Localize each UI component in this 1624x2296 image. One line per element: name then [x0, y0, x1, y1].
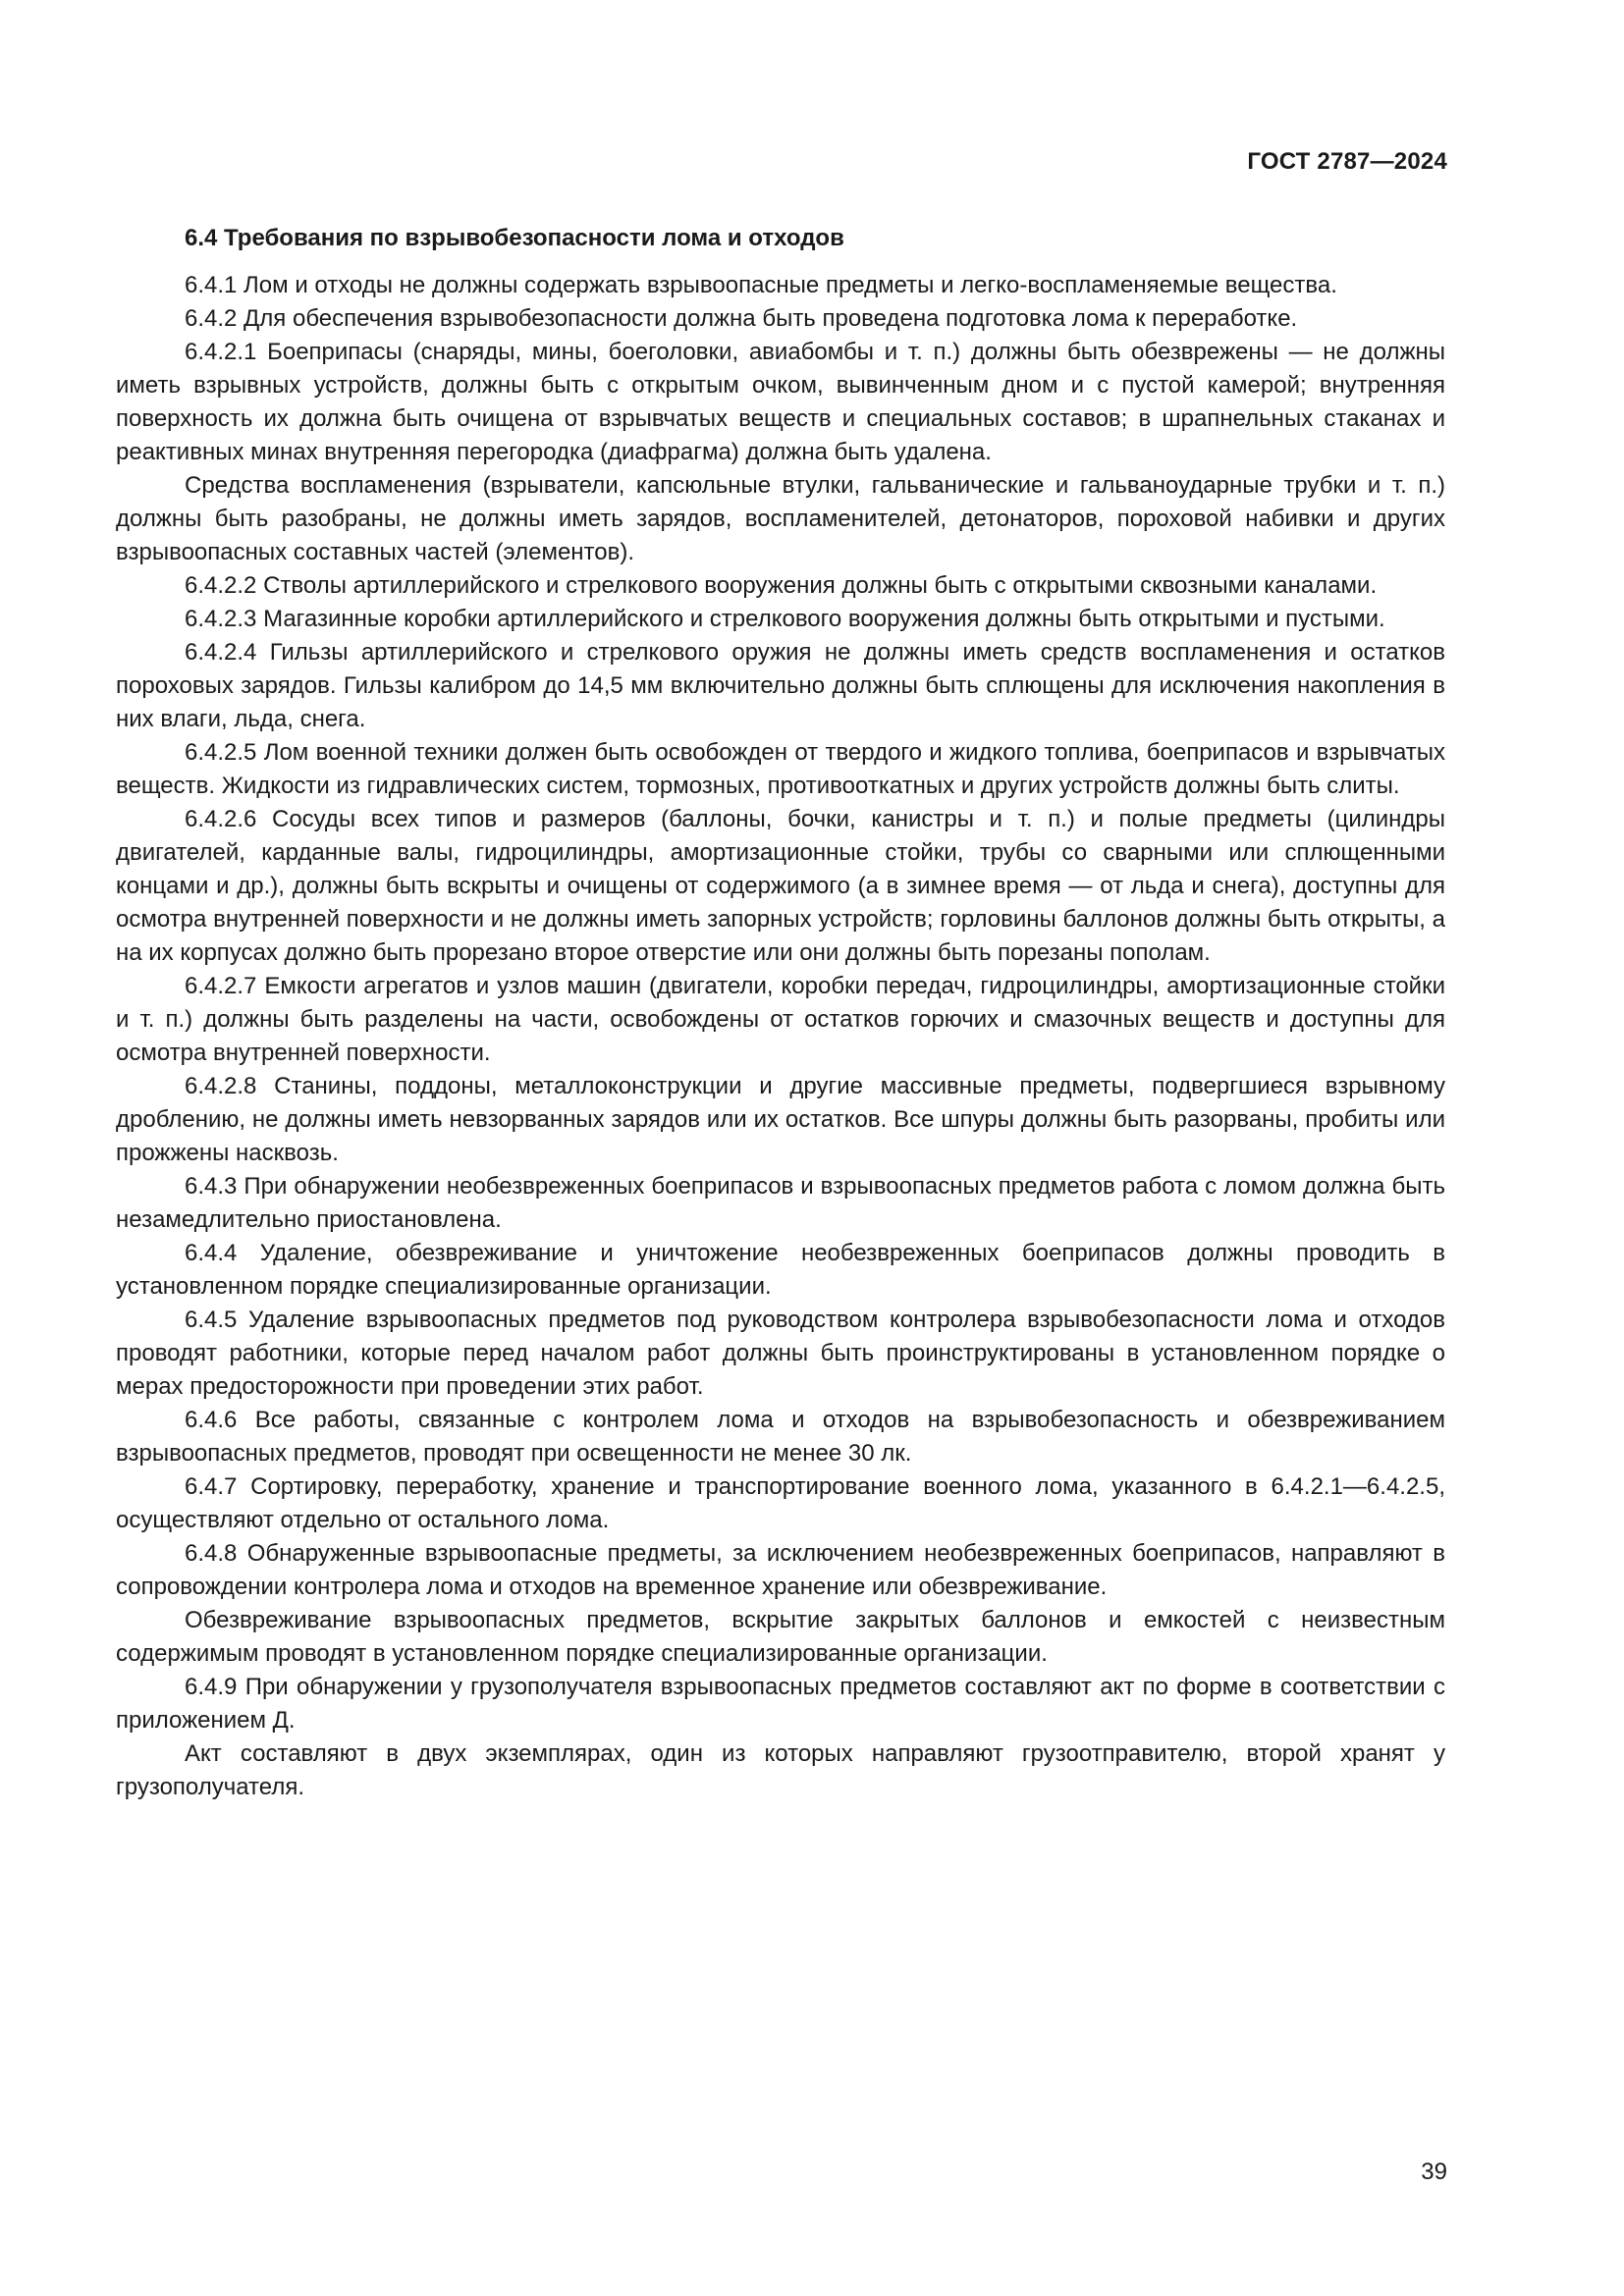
- paragraph-6-4-4: 6.4.4 Удаление, обезвреживание и уничтожение необезвреженных боеприпасов должны проводить в установленном порядке специализированные организации.: [116, 1240, 1445, 1300]
- paragraph-6-4-2-2: 6.4.2.2 Стволы артиллерийского и стрелкового вооружения должны быть с открытыми сквозными каналами.: [185, 572, 1378, 599]
- document-code: ГОСТ 2787—2024: [1247, 148, 1447, 175]
- paragraph-6-4-3: 6.4.3 При обнаружении необезвреженных боеприпасов и взрывоопасных предметов работа с ломом должна быть незамедлительно приостановлена.: [116, 1173, 1445, 1233]
- paragraph-6-4-8: 6.4.8 Обнаруженные взрывоопасные предметы, за исключением необезвреженных боеприпасов, направляют в сопровождении контролера лома и отходов на временное хранение или обезвреживание.: [116, 1540, 1445, 1600]
- paragraph-ignition-means: Средства воспламенения (взрыватели, капсюльные втулки, гальванические и гальваноударные трубки и т. п.) должны быть разобраны, не должны иметь зарядов, воспламенителей, детонаторов, пороховой набивки и других взрывоопасных составных частей (элементов).: [116, 472, 1445, 565]
- paragraph-6-4-2-5: 6.4.2.5 Лом военной техники должен быть освобожден от твердого и жидкого топлива, боеприпасов и взрывчатых веществ. Жидкости из гидравлических систем, тормозных, противооткатных и других устройств должны быть слиты.: [116, 739, 1445, 799]
- paragraph-6-4-7: 6.4.7 Сортировку, переработку, хранение и транспортирование военного лома, указанного в 6.4.2.1—6.4.2.5, осуществляют отдельно от остального лома.: [116, 1473, 1445, 1533]
- paragraph-6-4-2-4: 6.4.2.4 Гильзы артиллерийского и стрелкового оружия не должны иметь средств воспламенения и остатков пороховых зарядов. Гильзы калибром до 14,5 мм включительно должны быть сплющены для исключения накопления в них влаги, льда, снега.: [116, 639, 1445, 732]
- page-number: 39: [1421, 2159, 1447, 2185]
- paragraph-act-copies: Акт составляют в двух экземплярах, один из которых направляют грузоотправителю, второй хранят у грузополучателя.: [116, 1740, 1445, 1800]
- paragraph-6-4-5: 6.4.5 Удаление взрывоопасных предметов под руководством контролера взрывобезопасности лома и отходов проводят работники, которые перед началом работ должны быть проинструктированы в установленном порядке о мерах предосторожности при проведении этих работ.: [116, 1307, 1445, 1400]
- paragraph-6-4-2-3: 6.4.2.3 Магазинные коробки артиллерийского и стрелкового вооружения должны быть открытыми и пустыми.: [185, 606, 1385, 632]
- paragraph-neutralization: Обезвреживание взрывоопасных предметов, вскрытие закрытых баллонов и емкостей с неизвестным содержимым проводят в установленном порядке специализированные организации.: [116, 1607, 1445, 1667]
- paragraph-6-4-6: 6.4.6 Все работы, связанные с контролем лома и отходов на взрывобезопасность и обезвреживанием взрывоопасных предметов, проводят при освещенности не менее 30 лк.: [116, 1407, 1445, 1467]
- section-title: 6.4 Требования по взрывобезопасности лома и отходов: [185, 225, 844, 251]
- paragraph-6-4-2-7: 6.4.2.7 Емкости агрегатов и узлов машин (двигатели, коробки передач, гидроцилиндры, амортизационные стойки и т. п.) должны быть разделены на части, освобождены от остатков горючих и смазочных веществ и доступны для осмотра внутренней поверхности.: [116, 973, 1445, 1066]
- paragraph-6-4-2-8: 6.4.2.8 Станины, поддоны, металлоконструкции и другие массивные предметы, подвергшиеся взрывному дроблению, не должны иметь невзорванных зарядов или их остатков. Все шпуры должны быть разорваны, пробиты или прожжены насквозь.: [116, 1073, 1445, 1166]
- paragraph-6-4-2-1: 6.4.2.1 Боеприпасы (снаряды, мины, боеголовки, авиабомбы и т. п.) должны быть обезврежены — не должны иметь взрывных устройств, должны быть с открытым очком, вывинченным дном и с пустой камерой; внутренняя поверхность их должна быть очищена от взрывчатых веществ и специальных составов; в шрапнельных стаканах и реактивных минах внутренняя перегородка (диафрагма) должна быть удалена.: [116, 339, 1445, 465]
- paragraph-6-4-1: 6.4.1 Лом и отходы не должны содержать взрывоопасные предметы и легко-воспламеняемые вещества.: [185, 272, 1337, 298]
- paragraph-6-4-9: 6.4.9 При обнаружении у грузополучателя взрывоопасных предметов составляют акт по форме в соответствии с приложением Д.: [116, 1674, 1445, 1734]
- document-body: [116, 222, 1445, 1804]
- paragraph-6-4-2-6: 6.4.2.6 Сосуды всех типов и размеров (баллоны, бочки, канистры и т. п.) и полые предметы (цилиндры двигателей, карданные валы, гидроцилиндры, амортизационные стойки, трубы со сварными или сплющенными концами и др.), должны быть вскрыты и очищены от содержимого (а в зимнее время — от льда и снега), доступны для осмотра внутренней поверхности и не должны иметь запорных устройств; горловины баллонов должны быть открыты, а на их корпусах должно быть прорезано второе отверстие или они должны быть порезаны пополам.: [116, 806, 1445, 966]
- paragraph-6-4-2: 6.4.2 Для обеспечения взрывобезопасности должна быть проведена подготовка лома к переработке.: [185, 305, 1298, 332]
